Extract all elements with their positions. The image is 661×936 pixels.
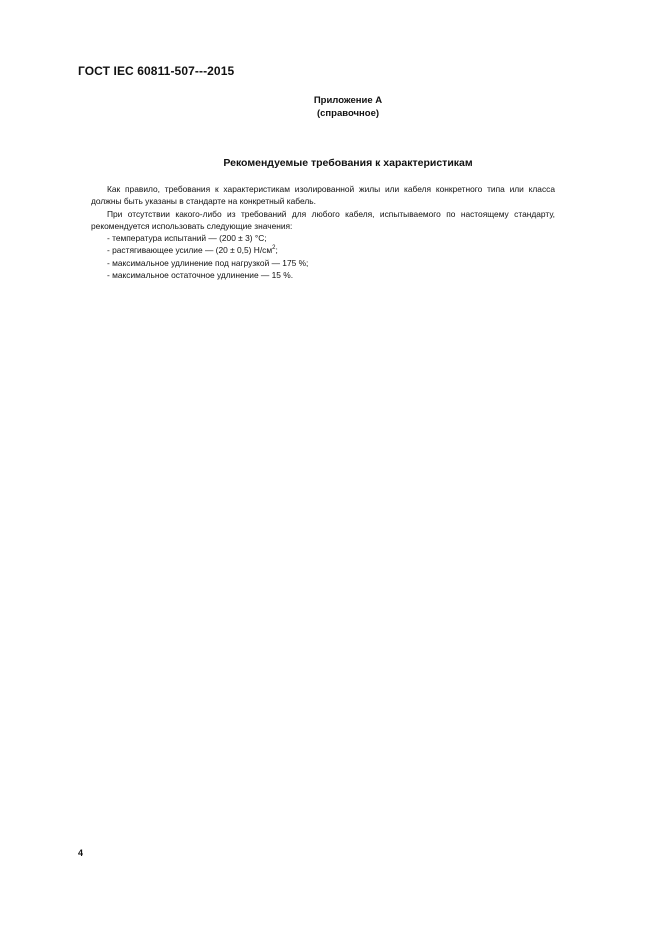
- standard-code-header: ГОСТ IEC 60811-507---2015: [78, 64, 235, 78]
- list-item-max-elongation: - максимальное удлинение под нагрузкой — 175 %;: [107, 257, 309, 268]
- list-item-tensile-force-suffix: ;: [275, 245, 278, 256]
- superscript-2: 2: [272, 244, 276, 251]
- paragraph-default-values: При отсутствии какого-либо из требований для любого кабеля, испытываемого по настоящему стандарту, рекомендуется использовать следующие значения:: [91, 208, 555, 231]
- paragraph-general-requirements: Как правило, требования к характеристикам изолированной жилы или кабеля конкретного типа или класса должны быть указаны в стандарте на конкретный кабель.: [91, 184, 555, 207]
- list-item-permanent-elongation: - максимальное остаточное удлинение — 15 %.: [107, 270, 294, 281]
- list-item-tensile-force: [91, 244, 555, 256]
- recommended-values-list: [91, 232, 555, 281]
- list-item-tensile-force-text: - растягивающее усилие — (20 ± 0,5) Н/см: [107, 245, 273, 256]
- body-text: [91, 183, 555, 281]
- section-title: Рекомендуемые требования к характеристикам: [223, 157, 473, 169]
- appendix-type: (справочное): [316, 108, 380, 119]
- page-number: 4: [78, 848, 84, 858]
- list-item-temperature: - температура испытаний — (200 ± 3) °С;: [107, 233, 267, 244]
- appendix-title: Приложение А: [313, 95, 383, 106]
